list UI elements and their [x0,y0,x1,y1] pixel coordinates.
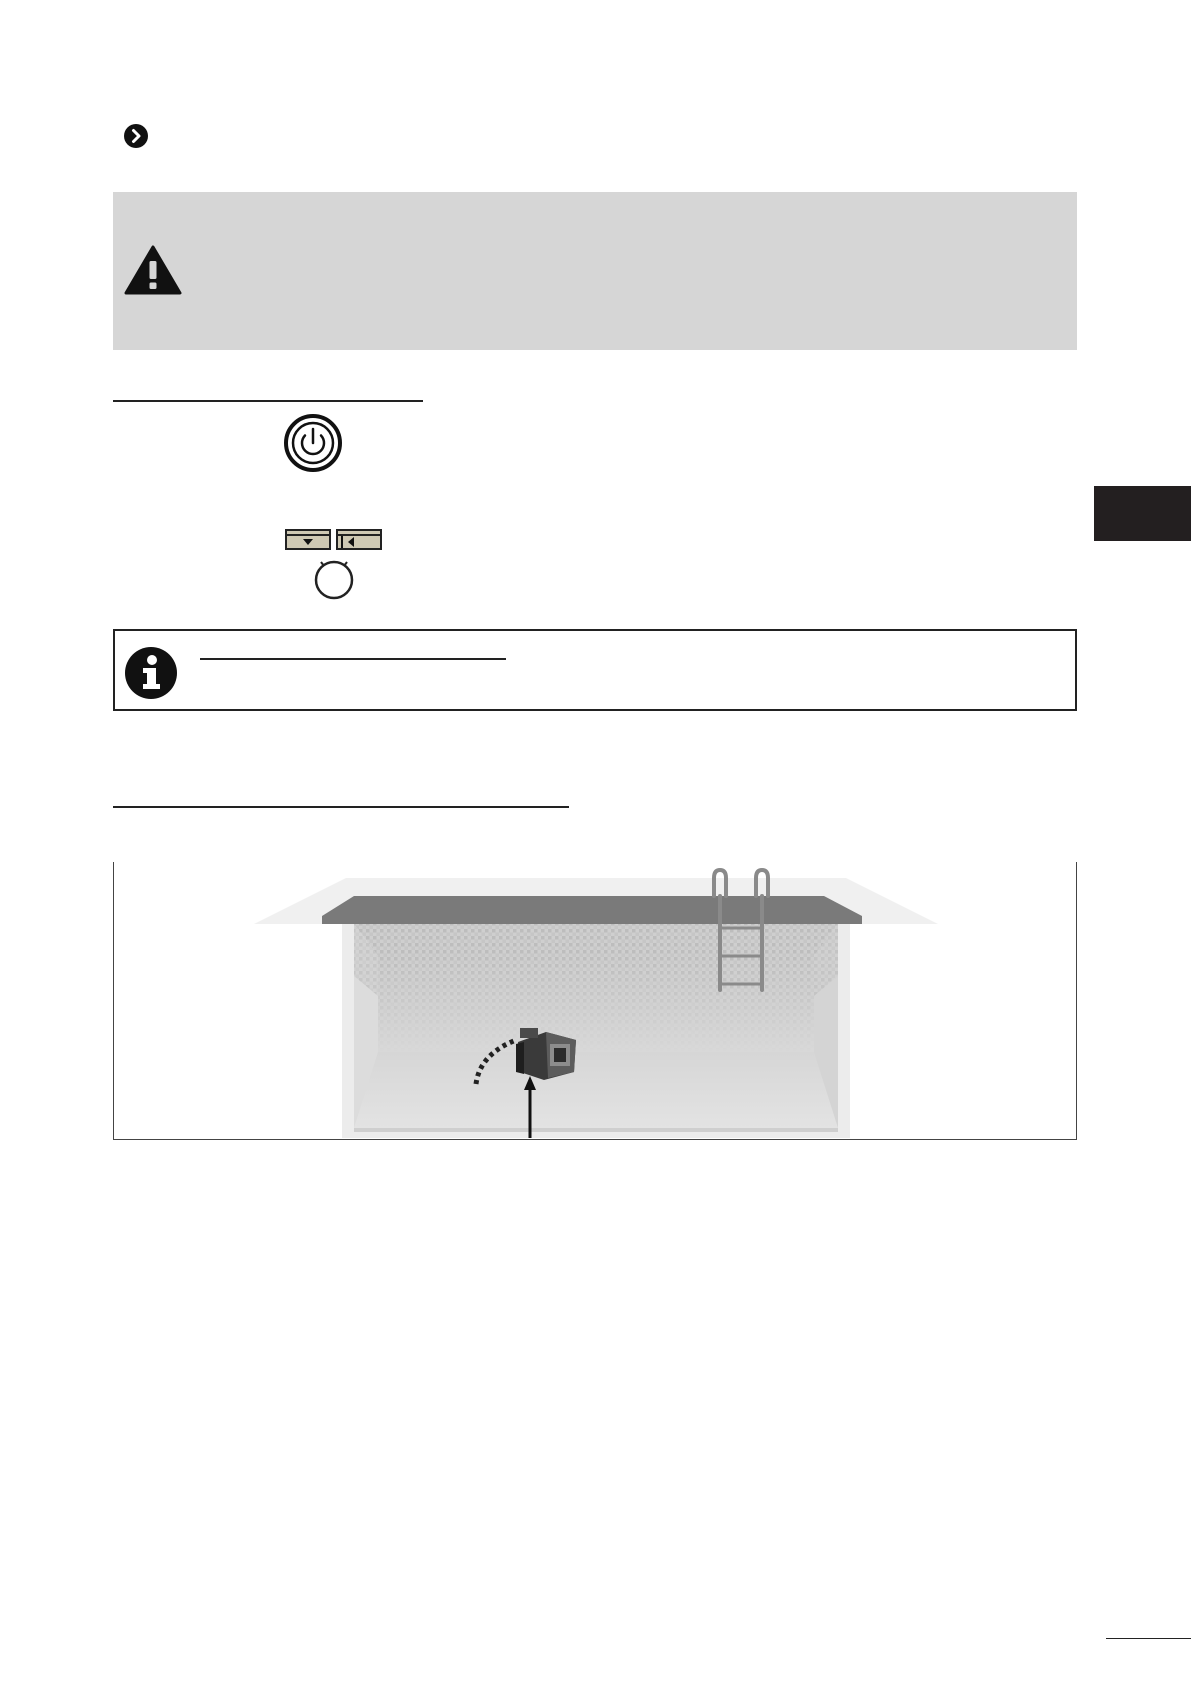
chevron-circle-right-icon [124,124,148,148]
section-heading-rule [113,400,423,402]
pool-cleaner-illustration [254,866,938,1140]
chapter-tab [1094,486,1191,541]
floor-only-and-floor-wall-mode-icon [284,528,384,600]
section-heading-rule [113,806,569,808]
warning-panel [113,192,1077,350]
power-button-icon [284,414,342,472]
info-note-box [113,629,1077,711]
footer-rule [1106,1638,1191,1639]
info-heading-rule [200,658,506,660]
info-icon [124,646,178,700]
warning-triangle-icon [124,244,182,296]
